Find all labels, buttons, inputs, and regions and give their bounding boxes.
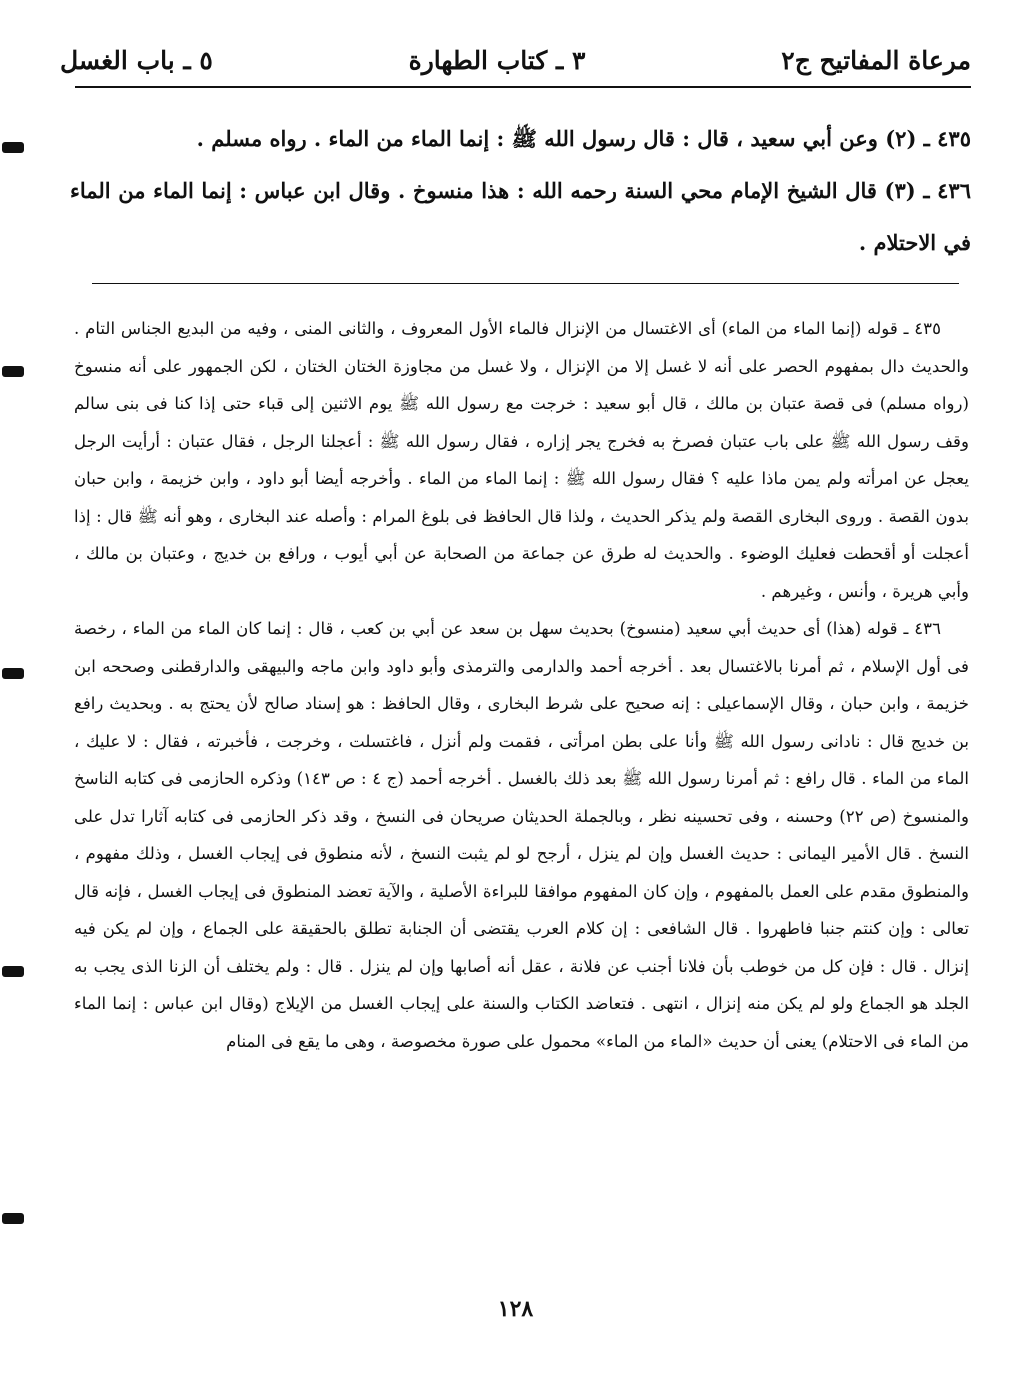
hadith-435: ٤٣٥ ـ (٢) وعن أبي سعيد ، قال : قال رسول الله ﷺ : إنما الماء من الماء . رواه مسلم . <box>196 126 971 151</box>
header-divider <box>75 86 971 88</box>
commentary-435: ٤٣٥ ـ قوله (إنما الماء من الماء) أى الاغتسال من الإنزال فالماء الأول المعروف ، والثانى المنى ، وفيه من البديع الجناس التام . والحديث دال بمفهوم الحصر على أنه لا غسل إلا من الإنزال ، ولا غسل من مجاوزة الختان الختان ، لكن الجمهور على أنه منسوخ (رواه مسلم) فى قصة عتبان بن مالك ، قال أبو سعيد : خرجت مع رسول الله ﷺ يوم الاثنين إلى قباء حتى إذا كنا فى بنى سالم وقف رسول الله ﷺ على باب عتبان فصرخ به فخرج يجر إزاره ، فقال رسول الله ﷺ : أعجلنا الرجل ، فقال عتبان : أرأيت الرجل يعجل عن امرأته ولم يمن ماذا عليه ؟ فقال رسول الله ﷺ : إنما الماء من الماء . وأخرجه أيضا أبو داود ، وابن خزيمة ، وابن حبان بدون القصة . وروى البخارى القصة ولم يذكر الحديث ، ولذا قال الحافظ فى بلوغ المرام : وأصله عند البخارى ، وهو أنه ﷺ قال : إذا أعجلت أو أقحطت فعليك الوضوء . والحديث له طرق عن جماعة من الصحابة عن أبي أيوب ، ورافع بن خديج ، وعتبان بن مالك ، وأبي هريرة ، وأنس ، وغيرهم . <box>74 319 969 601</box>
margin-mark <box>2 966 24 977</box>
margin-mark <box>2 142 24 153</box>
section-title: ٥ ـ باب الغسل <box>60 45 213 75</box>
margin-mark <box>2 366 24 377</box>
hadith-436: ٤٣٦ ـ (٣) قال الشيخ الإمام محي السنة رحمه الله : هذا منسوخ . وقال ابن عباس : إنما الماء من الماء في الاحتلام . <box>70 178 971 255</box>
commentary-436: ٤٣٦ ـ قوله (هذا) أى حديث أبي سعيد (منسوخ) بحديث سهل بن سعد عن أبي بن كعب ، قال : إنما كان الماء من الماء ، رخصة فى أول الإسلام ، ثم أمرنا بالاغتسال بعد . أخرجه أحمد والدارمى والترمذى وأبو داود وابن ماجه والبيهقى والدارقطنى وصححه ابن خزيمة ، وابن حبان ، وقال الإسماعيلى : إنه صحيح على شرط البخارى ، وقال الحافظ : هو إسناد صالح لأن يحتج به . وبحديث رافع بن خديج قال : نادانى رسول الله ﷺ وأنا على بطن امرأتى ، فقمت ولم أنزل ، فاغتسلت ، وخرجت ، فأخبرته ، فقال : لا عليك ، الماء من الماء . قال رافع : ثم أمرنا رسول الله ﷺ بعد ذلك بالغسل . أخرجه أحمد (ج ٤ : ص ١٤٣) وذكره الحازمى فى كتابه الناسخ والمنسوخ (ص ٢٢) وحسنه ، وفى تحسينه نظر ، وبالجملة الحديثان صريحان فى النسخ ، وقد ذكر الحازمى فى كتابه آثارا تدل على النسخ . قال الأمير اليمانى : حديث الغسل وإن لم ينزل ، أرجح لو لم يثبت النسخ ، لأنه منطوق فى إيجاب الغسل ، وذلك مفهوم ، والمنطوق مقدم على العمل بالمفهوم ، وإن كان المفهوم موافقا للبراءة الأصلية ، والآية تعضد المنطوق فى إيجاب الغسل ، فإنه قال تعالى : وإن كنتم جنبا فاطهروا . قال الشافعى : إن كلام العرب يقتضى أن الجنابة تطلق بالحقيقة على الجماع ، وإن لم يكن فيه إنزال . قال : فإن كل من خوطب بأن فلانا أجنب عن فلانة ، عقل أنه أصابها وإن لم ينزل . قال : ولم يختلف أن الزنا الذى يجب به الجلد هو الجماع ولو لم يكن منه إنزال ، انتهى . فتعاضد الكتاب والسنة على إيجاب الغسل من الإيلاج (وقال ابن عباس : إنما الماء من الماء فى الاحتلام) يعنى أن حديث «الماء من الماء» محمول على صورة مخصوصة ، وهى ما يقع فى المنام <box>74 619 969 1051</box>
commentary-section <box>74 310 969 1060</box>
margin-mark <box>2 1213 24 1224</box>
running-header <box>60 40 971 80</box>
margin-mark <box>2 668 24 679</box>
book-title: مرعاة المفاتيح ج٢ <box>781 45 971 75</box>
chapter-title: ٣ ـ كتاب الطهارة <box>408 45 586 75</box>
text-commentary-divider <box>92 283 959 284</box>
page-number: ١٢٨ <box>497 1296 534 1322</box>
